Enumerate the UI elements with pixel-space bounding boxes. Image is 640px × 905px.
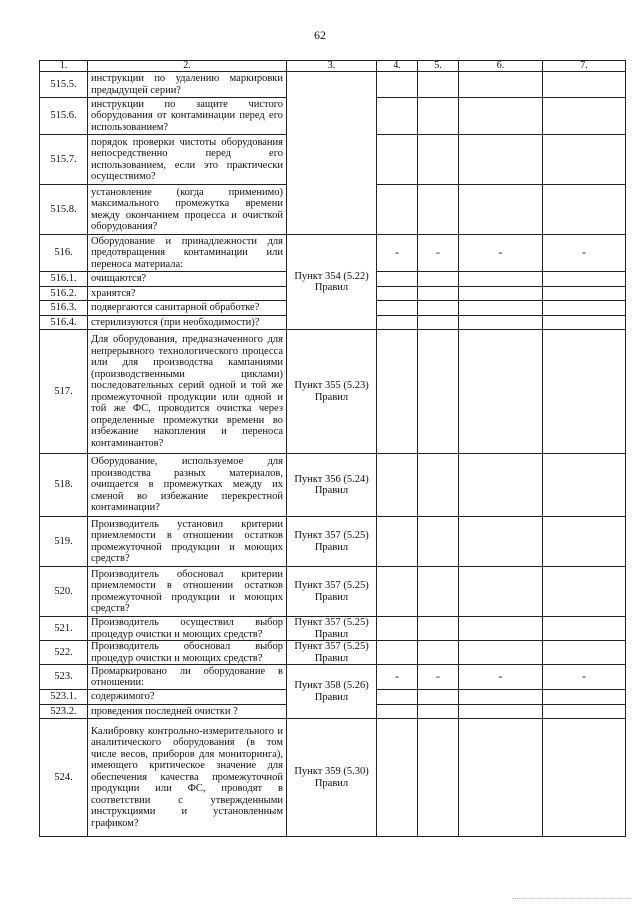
answer-cell[interactable] bbox=[543, 454, 626, 517]
col-header-2: 2. bbox=[88, 61, 287, 72]
row-number: 516.1. bbox=[40, 272, 88, 287]
answer-cell[interactable] bbox=[459, 185, 543, 235]
row-question: Производитель обосновал критерии приемлемости в отношении остатков промежуточной продукции и моющих средств? bbox=[88, 567, 287, 617]
row-reference: Пункт 354 (5.22) Правил bbox=[287, 235, 377, 330]
row-question: содержимого? bbox=[88, 690, 287, 705]
answer-cell[interactable] bbox=[459, 454, 543, 517]
row-number: 518. bbox=[40, 454, 88, 517]
col-header-6: 6. bbox=[459, 61, 543, 72]
answer-cell[interactable] bbox=[459, 135, 543, 185]
row-number: 516.2. bbox=[40, 286, 88, 301]
answer-cell[interactable] bbox=[543, 72, 626, 98]
answer-cell[interactable] bbox=[459, 98, 543, 135]
answer-cell[interactable] bbox=[543, 301, 626, 316]
table-row bbox=[40, 72, 626, 98]
answer-cell[interactable] bbox=[459, 286, 543, 301]
table-row bbox=[40, 330, 626, 454]
row-question: очищаются? bbox=[88, 272, 287, 287]
page-number: 62 bbox=[314, 28, 326, 42]
answer-cell[interactable] bbox=[418, 185, 459, 235]
checklist-table bbox=[39, 60, 626, 837]
table-row bbox=[40, 454, 626, 517]
row-number: 523.1. bbox=[40, 690, 88, 705]
answer-cell[interactable] bbox=[418, 567, 459, 617]
row-question: Производитель обосновал выбор процедур очистки и моющих средств? bbox=[88, 641, 287, 665]
answer-cell[interactable] bbox=[459, 617, 543, 641]
answer-cell[interactable] bbox=[459, 72, 543, 98]
row-question: инструкции по защите чистого оборудования от контаминации перед его использованием? bbox=[88, 98, 287, 135]
answer-cell[interactable] bbox=[418, 286, 459, 301]
answer-cell[interactable] bbox=[418, 72, 459, 98]
row-number: 523.2. bbox=[40, 704, 88, 719]
col-header-7: 7. bbox=[543, 61, 626, 72]
row-question: подвергаются санитарной обработке? bbox=[88, 301, 287, 316]
answer-cell[interactable] bbox=[377, 719, 418, 837]
row-reference: Пункт 357 (5.25) Правил bbox=[287, 567, 377, 617]
answer-cell[interactable] bbox=[459, 690, 543, 705]
answer-cell[interactable] bbox=[377, 641, 418, 665]
row-number: 524. bbox=[40, 719, 88, 837]
col-header-5: 5. bbox=[418, 61, 459, 72]
row-reference: Пункт 357 (5.25) Правил bbox=[287, 517, 377, 567]
answer-cell[interactable] bbox=[377, 454, 418, 517]
answer-cell[interactable] bbox=[543, 185, 626, 235]
row-number: 521. bbox=[40, 617, 88, 641]
answer-cell[interactable] bbox=[459, 567, 543, 617]
answer-cell[interactable] bbox=[377, 135, 418, 185]
answer-cell[interactable] bbox=[418, 272, 459, 287]
row-number: 522. bbox=[40, 641, 88, 665]
row-reference: Пункт 356 (5.24) Правил bbox=[287, 454, 377, 517]
row-question: Производитель установил критерии приемлемости в отношении остатков промежуточной продукции и моющих средств? bbox=[88, 517, 287, 567]
answer-cell[interactable] bbox=[459, 301, 543, 316]
answer-cell[interactable] bbox=[377, 185, 418, 235]
answer-cell[interactable] bbox=[418, 454, 459, 517]
answer-cell[interactable] bbox=[377, 567, 418, 617]
row-reference: Пункт 359 (5.30) Правил bbox=[287, 719, 377, 837]
col-header-3: 3. bbox=[287, 61, 377, 72]
answer-cell[interactable] bbox=[418, 315, 459, 330]
answer-cell[interactable] bbox=[543, 330, 626, 454]
answer-cell[interactable] bbox=[418, 617, 459, 641]
table-row bbox=[40, 517, 626, 567]
answer-cell[interactable] bbox=[418, 301, 459, 316]
answer-cell[interactable] bbox=[459, 704, 543, 719]
answer-cell[interactable] bbox=[543, 135, 626, 185]
row-question: установление (когда применимо) максимального промежутка времени между окончанием процесса и очисткой оборудования? bbox=[88, 185, 287, 235]
row-question: Оборудование, используемое для производства разных материалов, очищается в промежутках между их сменой во избежание перекрестной контаминации? bbox=[88, 454, 287, 517]
answer-cell[interactable] bbox=[543, 641, 626, 665]
answer-cell[interactable] bbox=[543, 98, 626, 135]
answer-cell[interactable] bbox=[418, 135, 459, 185]
row-number: 515.6. bbox=[40, 98, 88, 135]
row-question: Оборудование и принадлежности для предотвращения контаминации или переноса материала: bbox=[88, 235, 287, 272]
row-number: 517. bbox=[40, 330, 88, 454]
answer-cell[interactable] bbox=[418, 517, 459, 567]
row-number: 515.5. bbox=[40, 72, 88, 98]
answer-cell[interactable] bbox=[543, 704, 626, 719]
row-question: стерилизуются (при необходимости)? bbox=[88, 315, 287, 330]
row-reference bbox=[287, 72, 377, 235]
row-number: 516.3. bbox=[40, 301, 88, 316]
row-question: хранятся? bbox=[88, 286, 287, 301]
answer-cell[interactable] bbox=[543, 719, 626, 837]
answer-dash: - bbox=[459, 665, 543, 690]
row-question: проведения последней очистки ? bbox=[88, 704, 287, 719]
row-number: 519. bbox=[40, 517, 88, 567]
row-question: Промаркировано ли оборудование в отношении: bbox=[88, 665, 287, 690]
answer-cell[interactable] bbox=[543, 517, 626, 567]
col-header-1: 1. bbox=[40, 61, 88, 72]
answer-cell[interactable] bbox=[377, 286, 418, 301]
answer-dash: - bbox=[543, 665, 626, 690]
answer-cell[interactable] bbox=[418, 719, 459, 837]
answer-dash: - bbox=[377, 665, 418, 690]
row-number: 516. bbox=[40, 235, 88, 272]
answer-cell[interactable] bbox=[377, 72, 418, 98]
answer-cell[interactable] bbox=[459, 517, 543, 567]
answer-cell[interactable] bbox=[377, 98, 418, 135]
row-number: 515.8. bbox=[40, 185, 88, 235]
answer-dash: - bbox=[543, 235, 626, 272]
answer-cell[interactable] bbox=[543, 567, 626, 617]
answer-cell[interactable] bbox=[377, 272, 418, 287]
answer-cell[interactable] bbox=[543, 617, 626, 641]
row-number: 520. bbox=[40, 567, 88, 617]
answer-cell[interactable] bbox=[418, 330, 459, 454]
answer-cell[interactable] bbox=[543, 690, 626, 705]
table-row bbox=[40, 617, 626, 641]
row-question: Калибровку контрольно-измерительного и аналитического оборудования (в том числе весов, приборов для мониторинга), имеющего критическое значение для обеспечения качества промежуточной продукции или ФС, проводят в соответствии с утвержденными инструкциями и установленным графиком? bbox=[88, 719, 287, 837]
answer-cell[interactable] bbox=[377, 690, 418, 705]
row-reference: Пункт 357 (5.25) Правил bbox=[287, 641, 377, 665]
answer-cell[interactable] bbox=[418, 704, 459, 719]
row-number: 515.7. bbox=[40, 135, 88, 185]
table-row bbox=[40, 641, 626, 665]
row-reference: Пункт 357 (5.25) Правил bbox=[287, 617, 377, 641]
answer-cell[interactable] bbox=[459, 719, 543, 837]
answer-cell[interactable] bbox=[459, 315, 543, 330]
row-number: 516.4. bbox=[40, 315, 88, 330]
answer-cell[interactable] bbox=[459, 272, 543, 287]
scan-artifact bbox=[512, 898, 632, 901]
answer-cell[interactable] bbox=[377, 315, 418, 330]
answer-cell[interactable] bbox=[418, 98, 459, 135]
row-question: инструкции по удалению маркировки предыдущей серии? bbox=[88, 72, 287, 98]
answer-cell[interactable] bbox=[377, 330, 418, 454]
answer-cell[interactable] bbox=[377, 301, 418, 316]
answer-cell[interactable] bbox=[459, 330, 543, 454]
answer-cell[interactable] bbox=[543, 286, 626, 301]
answer-cell[interactable] bbox=[543, 315, 626, 330]
row-reference: Пункт 358 (5.26) Правил bbox=[287, 665, 377, 719]
answer-cell[interactable] bbox=[543, 272, 626, 287]
answer-dash: - bbox=[377, 235, 418, 272]
table-row bbox=[40, 719, 626, 837]
row-question: Производитель осуществил выбор процедур очистки и моющих средств? bbox=[88, 617, 287, 641]
row-question: порядок проверки чистоты оборудования непосредственно перед его использованием, если это практически осуществимо? bbox=[88, 135, 287, 185]
row-reference: Пункт 355 (5.23) Правил bbox=[287, 330, 377, 454]
row-question: Для оборудования, предназначенного для непрерывного технологического процесса или для производства кампаниями (производственными циклами) последовательных серий одной и той же промежуточной продукции или одной и той же ФС, проводится очистка через определенные промежутки времени во избежание накопления и переноса контаминантов? bbox=[88, 330, 287, 454]
answer-dash: - bbox=[418, 235, 459, 272]
table-row bbox=[40, 665, 626, 690]
answer-cell[interactable] bbox=[377, 517, 418, 567]
answer-cell[interactable] bbox=[418, 641, 459, 665]
answer-cell[interactable] bbox=[459, 641, 543, 665]
answer-cell[interactable] bbox=[377, 704, 418, 719]
answer-cell[interactable] bbox=[377, 617, 418, 641]
table-row bbox=[40, 235, 626, 272]
header-row bbox=[40, 61, 626, 72]
col-header-4: 4. bbox=[377, 61, 418, 72]
answer-dash: - bbox=[459, 235, 543, 272]
table-row bbox=[40, 567, 626, 617]
row-number: 523. bbox=[40, 665, 88, 690]
answer-cell[interactable] bbox=[418, 690, 459, 705]
answer-dash: - bbox=[418, 665, 459, 690]
